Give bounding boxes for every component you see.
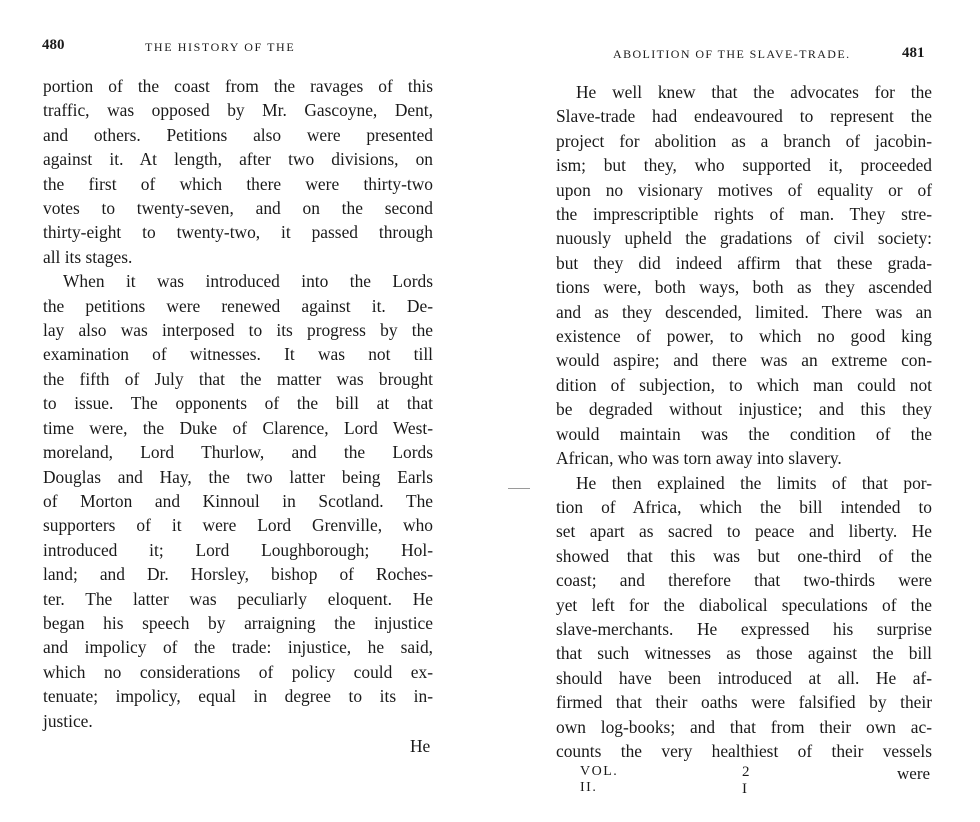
page-number: 481 [902, 45, 925, 61]
text-line: yet left for the diabolical speculations of the [556, 594, 932, 615]
text-line: nuously upheld the gradations of civil society: [556, 228, 932, 249]
text-line: and others. Petitions also were presented [43, 124, 433, 145]
text-line: time were, the Duke of Clarence, Lord West- [43, 417, 433, 438]
text-line: and as they descended, limited. There was an [556, 301, 932, 322]
text-line: the imprescriptible rights of man. They stre- [556, 204, 932, 225]
text-line: the first of which there were thirty-two [43, 173, 433, 194]
text-line: and impolicy of the trade: injustice, he said, [43, 637, 433, 658]
text-line: against it. At length, after two divisions, on [43, 149, 433, 170]
catchword: He [410, 736, 431, 756]
text-line: all its stages. [43, 246, 133, 267]
text-line: existence of power, to which no good king [556, 326, 932, 347]
text-line: of Morton and Kinnoul in Scotland. The [43, 490, 433, 511]
text-line: examination of witnesses. It was not till [43, 344, 433, 365]
running-title: ABOLITION OF THE SLAVE-TRADE. [613, 47, 851, 61]
text-line: coast; and therefore that two-thirds were [556, 570, 932, 591]
volume-mark: VOL. II. [580, 764, 619, 795]
text-line: which no considerations of policy could ex- [43, 661, 433, 682]
text-line: thirty-eight to twenty-two, it passed through [43, 222, 433, 243]
text-line: would maintain was the condition of the [556, 423, 932, 444]
paragraph-start: When it was introduced into the Lords [63, 271, 433, 292]
text-line: Douglas and Hay, the two latter being Earls [43, 466, 433, 487]
text-line: tion of Africa, which the bill intended to [556, 496, 932, 517]
text-line: firmed that their oaths were falsified by their [556, 692, 932, 713]
text-line: slave-merchants. He expressed his surprise [556, 618, 932, 639]
text-line: ter. The latter was peculiarly eloquent. He [43, 588, 433, 609]
text-line: the fifth of July that the matter was brought [43, 368, 433, 389]
text-line: introduced it; Lord Loughborough; Hol- [43, 539, 433, 560]
text-line: ism; but they, who supported it, proceeded [556, 155, 932, 176]
signature-mark: 2 I [742, 764, 751, 797]
text-line: African, who was torn away into slavery. [556, 448, 842, 469]
text-line: dition of subjection, to which man could not [556, 374, 932, 395]
text-line: began his speech by arraigning the injustice [43, 612, 433, 633]
text-line: traffic, was opposed by Mr. Gascoyne, Dent, [43, 100, 433, 121]
page-number: 480 [42, 37, 65, 53]
text-line: lay also was interposed to its progress by the [43, 320, 433, 341]
text-line: portion of the coast from the ravages of this [43, 76, 433, 96]
text-line: but they did indeed affirm that these grada- [556, 252, 932, 273]
text-line: land; and Dr. Horsley, bishop of Roches- [43, 564, 433, 585]
text-line: to issue. The opponents of the bill at that [43, 393, 433, 414]
text-line: Slave-trade had endeavoured to represent the [556, 106, 932, 127]
text-line: justice. [43, 710, 93, 731]
text-line: be degraded without injustice; and this they [556, 399, 932, 420]
text-line: should have been introduced at all. He af- [556, 667, 932, 688]
text-line: set apart as sacred to peace and liberty. He [556, 521, 932, 542]
text-line: counts the very healthiest of their vessels [556, 740, 932, 761]
body-text [43, 74, 433, 733]
text-line: showed that this was but one-third of the [556, 545, 932, 566]
text-line: tenuate; impolicy, equal in degree to its in- [43, 686, 433, 707]
catchword: were [897, 764, 931, 783]
text-line: own log-books; and that from their own ac- [556, 716, 932, 737]
text-line: votes to twenty-seven, and on the second [43, 198, 433, 219]
text-line: project for abolition as a branch of jacobin- [556, 130, 932, 151]
right-page [490, 0, 980, 822]
body-text [556, 80, 932, 763]
text-line: tions were, both ways, both as they ascended [556, 277, 932, 298]
paragraph-start: He then explained the limits of that por- [576, 472, 932, 493]
text-line: supporters of it were Lord Grenville, who [43, 515, 433, 536]
text-line: would aspire; and there was an extreme con- [556, 350, 932, 371]
text-line: that such witnesses as those against the bill [556, 643, 932, 664]
paragraph-start: He well knew that the advocates for the [576, 82, 932, 102]
text-line: moreland, Lord Thurlow, and the Lords [43, 442, 433, 463]
text-line: the petitions were renewed against it. De- [43, 295, 433, 316]
running-title: THE HISTORY OF THE [145, 40, 296, 54]
text-line: upon no visionary motives of equality or of [556, 179, 932, 200]
